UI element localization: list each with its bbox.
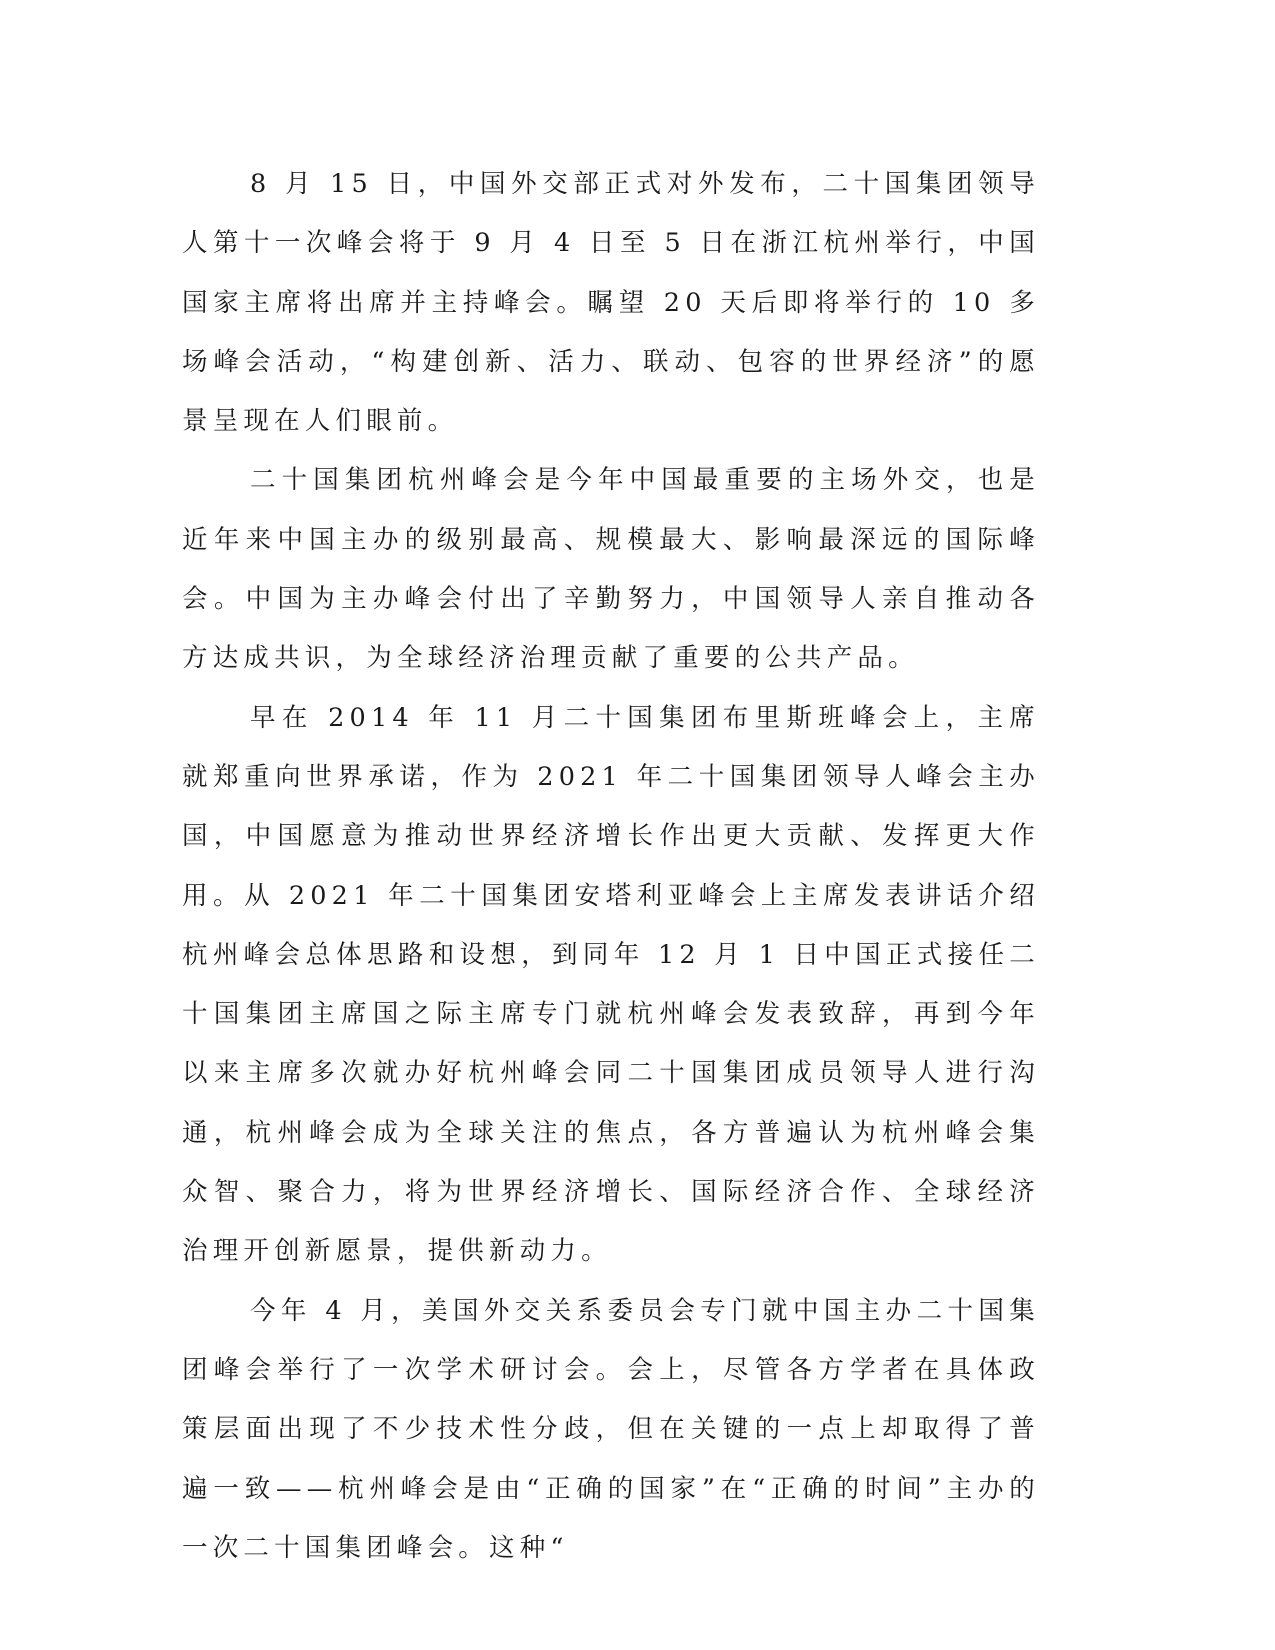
paragraph-1: 8 月 15 日，中国外交部正式对外发布，二十国集团领导人第十一次峰会将于 9 月 4 日至 5 日在浙江杭州举行，中国国家主席将出席并主持峰会。瞩望 20 天后即将举行的 10 多场峰会活动，“构建创新、活力、联动、包容的世界经济”的愿景呈现在人们眼前。 (182, 169, 1040, 437)
paragraph-3: 早在 2014 年 11 月二十国集团布里斯班峰会上，主席就郑重向世界承诺，作为 2021 年二十国集团领导人峰会主办国，中国愿意为推动世界经济增长作出更大贡献、发挥更大作用。从 2021 年二十国集团安塔利亚峰会上主席发表讲话介绍杭州峰会总体思路和设想，到同年 12 月 1 日中国正式接任二十国集团主席国之际主席专门就杭州峰会发表致辞，再到今年以来主席多次就办好杭州峰会同二十国集团成员领导人进行沟通，杭州峰会成为全球关注的焦点，各方普遍认为杭州峰会集众智、聚合力，将为世界经济增长、国际经济合作、全球经济治理开创新愿景，提供新动力。 (182, 702, 1040, 1267)
paragraph-4: 今年 4 月，美国外交关系委员会专门就中国主办二十国集团峰会举行了一次学术研讨会。会上，尽管各方学者在具体政策层面出现了不少技术性分歧，但在关键的一点上却取得了普遍一致——杭州峰会是由“正确的国家”在“正确的时间”主办的一次二十国集团峰会。这种“ (182, 1295, 1040, 1563)
paragraph-2: 二十国集团杭州峰会是今年中国最重要的主场外交，也是近年来中国主办的级别最高、规模最大、影响最深远的国际峰会。中国为主办峰会付出了辛勤努力，中国领导人亲自推动各方达成共识，为全球经济治理贡献了重要的公共产品。 (182, 465, 1040, 674)
document-body (182, 155, 1040, 1578)
